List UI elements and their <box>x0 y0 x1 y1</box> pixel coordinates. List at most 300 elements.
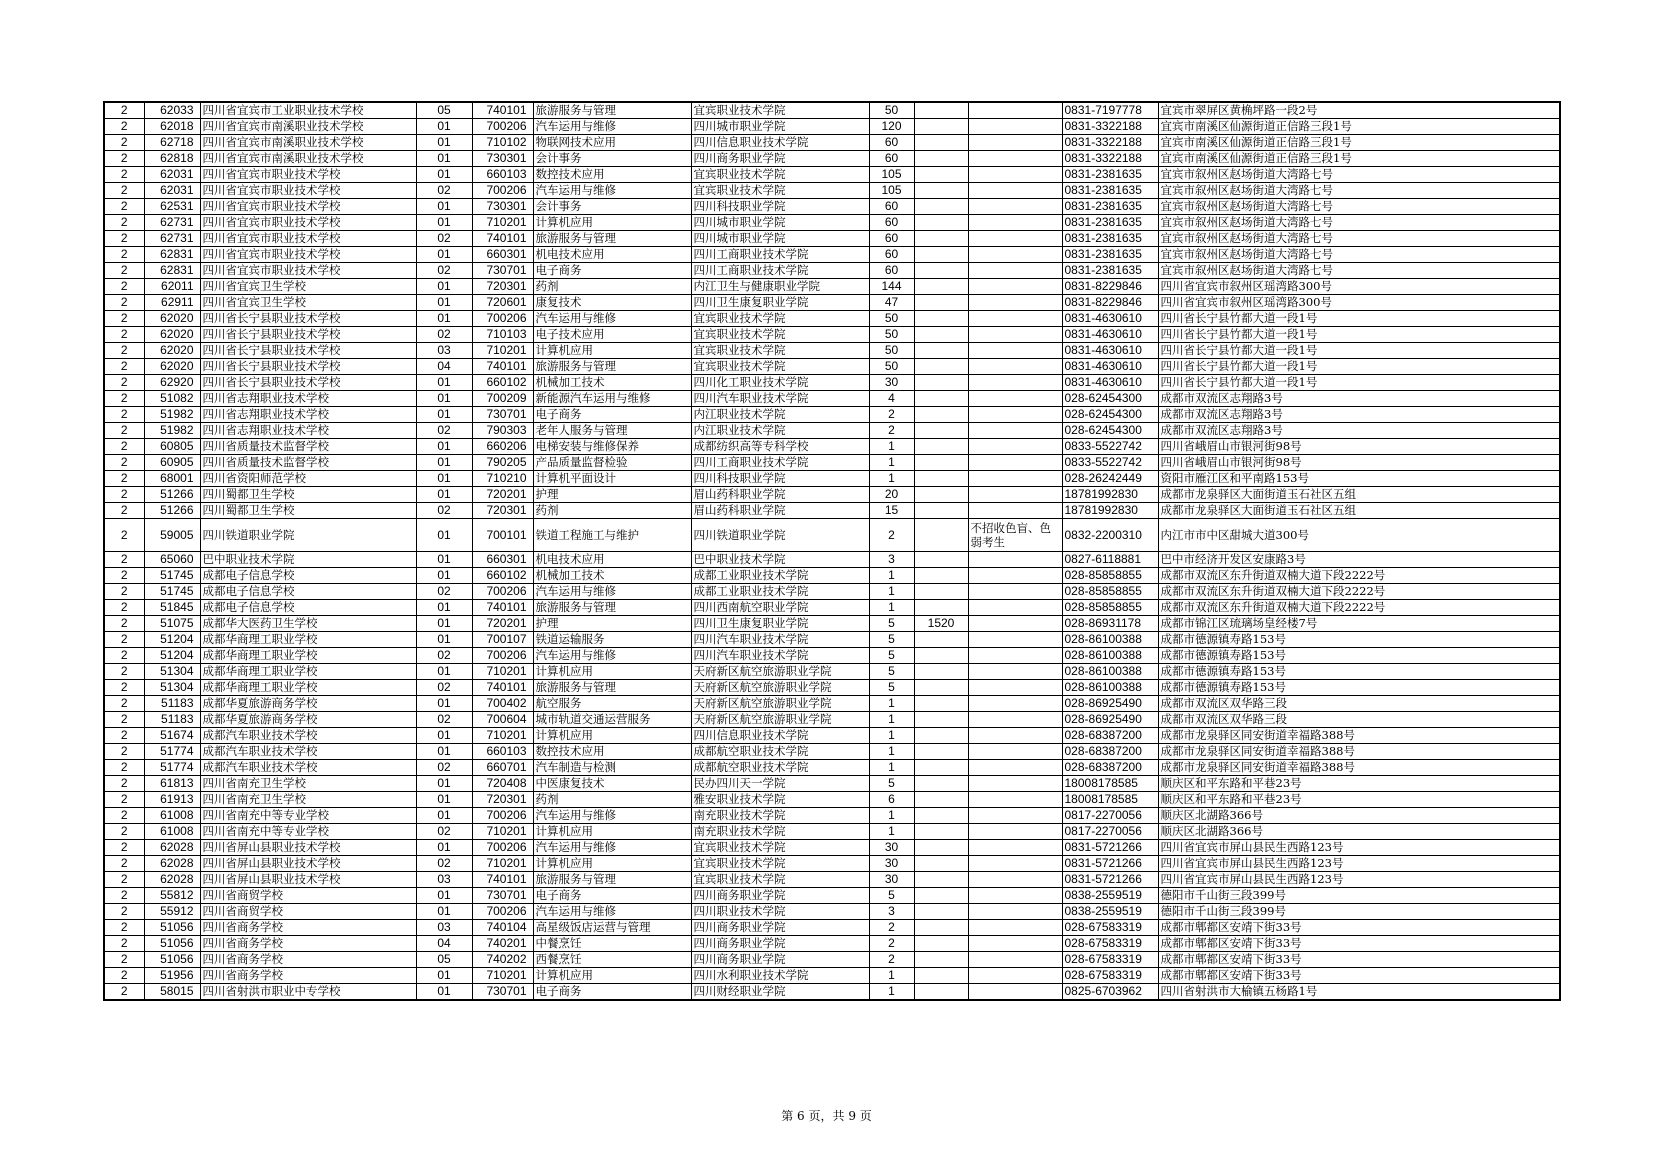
cell-address: 成都市郫都区安靖下街33号 <box>1158 952 1560 968</box>
table-row <box>104 231 1560 247</box>
cell-address: 四川省宜宾市叙州区瑶湾路300号 <box>1158 295 1560 311</box>
cell-partner-college: 宜宾职业技术学院 <box>691 102 869 119</box>
cell-plan-count: 30 <box>869 375 914 391</box>
cell-phone: 028-67583319 <box>1062 952 1158 968</box>
cell-remark <box>968 920 1062 936</box>
table-row <box>104 311 1560 327</box>
table-row <box>104 984 1560 1001</box>
cell-fee <box>914 391 968 407</box>
cell-fee <box>914 519 968 552</box>
cell-phone: 0831-2381635 <box>1062 247 1158 263</box>
cell-plan-count: 1 <box>869 584 914 600</box>
cell-plan-count: 1 <box>869 760 914 776</box>
cell-batch: 2 <box>104 119 144 135</box>
cell-plan-count: 50 <box>869 311 914 327</box>
cell-address: 成都市龙泉驿区同安街道幸福路388号 <box>1158 760 1560 776</box>
table-row <box>104 712 1560 728</box>
cell-school-name: 成都华商理工职业学校 <box>200 680 416 696</box>
cell-plan-count: 2 <box>869 920 914 936</box>
cell-plan-count: 5 <box>869 632 914 648</box>
cell-major-code: 700209 <box>472 391 533 407</box>
cell-plan-count: 60 <box>869 199 914 215</box>
cell-partner-college: 南充职业技术学院 <box>691 824 869 840</box>
cell-major-code: 710201 <box>472 215 533 231</box>
cell-major-code: 660103 <box>472 744 533 760</box>
cell-address: 顺庆区北湖路366号 <box>1158 824 1560 840</box>
cell-school-code: 62831 <box>144 247 200 263</box>
cell-phone: 0831-5721266 <box>1062 872 1158 888</box>
cell-fee <box>914 343 968 359</box>
cell-major-code: 700107 <box>472 632 533 648</box>
cell-fee <box>914 471 968 487</box>
cell-major-name: 旅游服务与管理 <box>533 102 691 119</box>
cell-school-code: 65060 <box>144 552 200 568</box>
cell-phone: 0833-5522742 <box>1062 439 1158 455</box>
cell-school-code: 62011 <box>144 279 200 295</box>
cell-phone: 028-62454300 <box>1062 407 1158 423</box>
cell-batch: 2 <box>104 680 144 696</box>
cell-school-name: 成都华大医药卫生学校 <box>200 616 416 632</box>
cell-major-seq: 01 <box>416 808 472 824</box>
cell-partner-college: 成都纺织高等专科学校 <box>691 439 869 455</box>
cell-major-code: 720601 <box>472 295 533 311</box>
cell-batch: 2 <box>104 648 144 664</box>
cell-plan-count: 15 <box>869 503 914 519</box>
cell-phone: 0831-3322188 <box>1062 151 1158 167</box>
cell-batch: 2 <box>104 359 144 375</box>
cell-phone: 0831-5721266 <box>1062 840 1158 856</box>
cell-school-code: 61008 <box>144 808 200 824</box>
cell-fee <box>914 824 968 840</box>
cell-fee <box>914 856 968 872</box>
cell-major-name: 西餐烹饪 <box>533 952 691 968</box>
cell-batch: 2 <box>104 439 144 455</box>
cell-plan-count: 50 <box>869 359 914 375</box>
cell-batch: 2 <box>104 471 144 487</box>
cell-partner-college: 四川化工职业技术学院 <box>691 375 869 391</box>
cell-major-seq: 01 <box>416 984 472 1001</box>
cell-fee <box>914 183 968 199</box>
cell-plan-count: 1 <box>869 696 914 712</box>
cell-school-name: 四川省商务学校 <box>200 968 416 984</box>
cell-address: 成都市德源镇寿路153号 <box>1158 664 1560 680</box>
cell-school-name: 四川省宜宾市职业技术学校 <box>200 199 416 215</box>
cell-remark <box>968 632 1062 648</box>
cell-partner-college: 四川城市职业学院 <box>691 119 869 135</box>
cell-remark <box>968 455 1062 471</box>
cell-fee <box>914 487 968 503</box>
cell-major-name: 汽车运用与维修 <box>533 584 691 600</box>
cell-major-code: 700402 <box>472 696 533 712</box>
cell-major-seq: 01 <box>416 455 472 471</box>
cell-partner-college: 眉山药科职业学院 <box>691 503 869 519</box>
cell-major-name: 计算机应用 <box>533 215 691 231</box>
cell-remark <box>968 824 1062 840</box>
cell-address: 内江市市中区甜城大道300号 <box>1158 519 1560 552</box>
cell-remark <box>968 840 1062 856</box>
table-row <box>104 519 1560 552</box>
cell-batch: 2 <box>104 295 144 311</box>
cell-phone: 0817-2270056 <box>1062 808 1158 824</box>
cell-batch: 2 <box>104 391 144 407</box>
cell-major-name: 电子商务 <box>533 984 691 1001</box>
cell-school-code: 62018 <box>144 119 200 135</box>
table-row <box>104 247 1560 263</box>
cell-major-code: 720408 <box>472 776 533 792</box>
cell-address: 宜宾市叙州区赵场街道大湾路七号 <box>1158 263 1560 279</box>
cell-batch: 2 <box>104 279 144 295</box>
cell-fee <box>914 888 968 904</box>
cell-school-name: 巴中职业技术学院 <box>200 552 416 568</box>
cell-major-name: 数控技术应用 <box>533 167 691 183</box>
cell-partner-college: 四川水利职业技术学院 <box>691 968 869 984</box>
cell-major-seq: 01 <box>416 311 472 327</box>
cell-partner-college: 四川商务职业学院 <box>691 936 869 952</box>
cell-school-name: 四川省南充中等专业学校 <box>200 824 416 840</box>
cell-partner-college: 四川工商职业技术学院 <box>691 263 869 279</box>
cell-fee <box>914 744 968 760</box>
cell-remark <box>968 375 1062 391</box>
cell-major-code: 660102 <box>472 568 533 584</box>
cell-major-name: 护理 <box>533 616 691 632</box>
cell-school-code: 51774 <box>144 744 200 760</box>
table-row <box>104 648 1560 664</box>
cell-phone: 028-85858855 <box>1062 600 1158 616</box>
table-row <box>104 936 1560 952</box>
cell-plan-count: 2 <box>869 519 914 552</box>
cell-school-name: 四川省商务学校 <box>200 936 416 952</box>
cell-major-seq: 01 <box>416 552 472 568</box>
cell-plan-count: 47 <box>869 295 914 311</box>
cell-phone: 028-86100388 <box>1062 664 1158 680</box>
table-row <box>104 199 1560 215</box>
cell-partner-college: 天府新区航空旅游职业学院 <box>691 680 869 696</box>
cell-fee <box>914 102 968 119</box>
table-row <box>104 151 1560 167</box>
cell-major-seq: 01 <box>416 215 472 231</box>
cell-major-seq: 01 <box>416 439 472 455</box>
cell-school-code: 51304 <box>144 664 200 680</box>
cell-major-name: 数控技术应用 <box>533 744 691 760</box>
cell-major-name: 机械加工技术 <box>533 375 691 391</box>
cell-remark <box>968 936 1062 952</box>
cell-fee <box>914 119 968 135</box>
cell-plan-count: 60 <box>869 135 914 151</box>
cell-batch: 2 <box>104 519 144 552</box>
cell-major-code: 700206 <box>472 183 533 199</box>
cell-remark <box>968 616 1062 632</box>
cell-major-code: 730701 <box>472 984 533 1001</box>
cell-batch: 2 <box>104 904 144 920</box>
cell-batch: 2 <box>104 984 144 1001</box>
cell-partner-college: 宜宾职业技术学院 <box>691 343 869 359</box>
cell-address: 宜宾市叙州区赵场街道大湾路七号 <box>1158 247 1560 263</box>
cell-major-name: 产品质量监督检验 <box>533 455 691 471</box>
cell-school-code: 51082 <box>144 391 200 407</box>
cell-remark <box>968 215 1062 231</box>
cell-major-code: 740104 <box>472 920 533 936</box>
cell-address: 成都市德源镇寿路153号 <box>1158 680 1560 696</box>
cell-fee <box>914 568 968 584</box>
cell-fee <box>914 648 968 664</box>
cell-remark <box>968 728 1062 744</box>
cell-major-seq: 01 <box>416 568 472 584</box>
cell-school-name: 四川省宜宾市职业技术学校 <box>200 263 416 279</box>
cell-school-code: 60805 <box>144 439 200 455</box>
cell-major-code: 660102 <box>472 375 533 391</box>
cell-school-code: 62028 <box>144 856 200 872</box>
cell-school-name: 四川省宜宾市工业职业技术学校 <box>200 102 416 119</box>
cell-phone: 028-85858855 <box>1062 568 1158 584</box>
cell-batch: 2 <box>104 455 144 471</box>
table-row <box>104 295 1560 311</box>
cell-major-code: 790205 <box>472 455 533 471</box>
cell-fee <box>914 439 968 455</box>
cell-fee <box>914 632 968 648</box>
cell-major-seq: 02 <box>416 183 472 199</box>
cell-school-code: 51183 <box>144 712 200 728</box>
table-row <box>104 728 1560 744</box>
cell-batch: 2 <box>104 199 144 215</box>
cell-batch: 2 <box>104 952 144 968</box>
cell-school-code: 61008 <box>144 824 200 840</box>
cell-major-name: 汽车运用与维修 <box>533 183 691 199</box>
cell-major-code: 740101 <box>472 359 533 375</box>
cell-major-code: 700206 <box>472 808 533 824</box>
cell-major-code: 660206 <box>472 439 533 455</box>
cell-phone: 18008178585 <box>1062 792 1158 808</box>
cell-address: 宜宾市翠屏区黄桷坪路一段2号 <box>1158 102 1560 119</box>
cell-phone: 028-67583319 <box>1062 920 1158 936</box>
cell-address: 四川省长宁县竹都大道一段1号 <box>1158 375 1560 391</box>
cell-major-name: 电子商务 <box>533 263 691 279</box>
cell-major-code: 740201 <box>472 936 533 952</box>
cell-school-name: 四川省长宁县职业技术学校 <box>200 327 416 343</box>
cell-fee <box>914 728 968 744</box>
cell-major-seq: 01 <box>416 151 472 167</box>
cell-school-name: 四川省商务学校 <box>200 952 416 968</box>
table-row <box>104 632 1560 648</box>
cell-school-code: 68001 <box>144 471 200 487</box>
cell-fee <box>914 327 968 343</box>
cell-major-code: 700604 <box>472 712 533 728</box>
cell-address: 成都市德源镇寿路153号 <box>1158 632 1560 648</box>
cell-major-code: 740101 <box>472 680 533 696</box>
cell-major-seq: 01 <box>416 888 472 904</box>
cell-school-code: 62831 <box>144 263 200 279</box>
cell-fee <box>914 600 968 616</box>
cell-phone: 0833-5522742 <box>1062 455 1158 471</box>
cell-plan-count: 1 <box>869 455 914 471</box>
cell-batch: 2 <box>104 423 144 439</box>
cell-school-name: 四川省射洪市职业中专学校 <box>200 984 416 1001</box>
cell-major-seq: 01 <box>416 632 472 648</box>
cell-major-seq: 01 <box>416 167 472 183</box>
cell-address: 成都市双流区东升街道双楠大道下段2222号 <box>1158 568 1560 584</box>
cell-plan-count: 60 <box>869 263 914 279</box>
table-row <box>104 600 1560 616</box>
table-row <box>104 696 1560 712</box>
cell-major-name: 汽车运用与维修 <box>533 648 691 664</box>
cell-partner-college: 南充职业技术学院 <box>691 808 869 824</box>
cell-major-seq: 02 <box>416 680 472 696</box>
table-row <box>104 487 1560 503</box>
cell-major-name: 铁道运输服务 <box>533 632 691 648</box>
cell-address: 成都市郫都区安靖下街33号 <box>1158 936 1560 952</box>
cell-remark <box>968 391 1062 407</box>
cell-plan-count: 2 <box>869 423 914 439</box>
cell-school-name: 成都汽车职业技术学校 <box>200 728 416 744</box>
cell-major-seq: 04 <box>416 359 472 375</box>
cell-plan-count: 2 <box>869 952 914 968</box>
cell-batch: 2 <box>104 231 144 247</box>
cell-major-name: 计算机应用 <box>533 664 691 680</box>
cell-partner-college: 宜宾职业技术学院 <box>691 856 869 872</box>
cell-major-seq: 02 <box>416 503 472 519</box>
cell-school-name: 四川省宜宾市南溪职业技术学校 <box>200 135 416 151</box>
cell-major-seq: 01 <box>416 247 472 263</box>
cell-batch: 2 <box>104 167 144 183</box>
cell-major-seq: 01 <box>416 279 472 295</box>
cell-address: 宜宾市叙州区赵场街道大湾路七号 <box>1158 167 1560 183</box>
cell-major-name: 新能源汽车运用与维修 <box>533 391 691 407</box>
cell-phone: 0827-6118881 <box>1062 552 1158 568</box>
cell-address: 宜宾市叙州区赵场街道大湾路七号 <box>1158 231 1560 247</box>
cell-phone: 0831-3322188 <box>1062 135 1158 151</box>
cell-remark <box>968 744 1062 760</box>
cell-school-name: 四川省宜宾市职业技术学校 <box>200 167 416 183</box>
cell-fee <box>914 231 968 247</box>
cell-fee <box>914 968 968 984</box>
cell-remark <box>968 247 1062 263</box>
cell-school-code: 51204 <box>144 648 200 664</box>
cell-major-code: 700206 <box>472 648 533 664</box>
cell-major-code: 660701 <box>472 760 533 776</box>
cell-phone: 0831-2381635 <box>1062 167 1158 183</box>
cell-school-code: 51183 <box>144 696 200 712</box>
cell-major-name: 老年人服务与管理 <box>533 423 691 439</box>
cell-address: 顺庆区北湖路366号 <box>1158 808 1560 824</box>
cell-plan-count: 30 <box>869 840 914 856</box>
cell-batch: 2 <box>104 135 144 151</box>
cell-phone: 0838-2559519 <box>1062 888 1158 904</box>
cell-school-name: 四川省长宁县职业技术学校 <box>200 343 416 359</box>
cell-major-name: 会计事务 <box>533 151 691 167</box>
cell-address: 宜宾市南溪区仙源街道正信路三段1号 <box>1158 135 1560 151</box>
cell-major-name: 护理 <box>533 487 691 503</box>
cell-partner-college: 四川商务职业学院 <box>691 920 869 936</box>
cell-plan-count: 5 <box>869 888 914 904</box>
cell-major-seq: 03 <box>416 920 472 936</box>
cell-major-code: 700101 <box>472 519 533 552</box>
cell-batch: 2 <box>104 808 144 824</box>
cell-plan-count: 50 <box>869 327 914 343</box>
cell-partner-college: 四川科技职业学院 <box>691 199 869 215</box>
cell-batch: 2 <box>104 247 144 263</box>
cell-address: 成都市郫都区安靖下街33号 <box>1158 920 1560 936</box>
cell-school-code: 62033 <box>144 102 200 119</box>
cell-plan-count: 60 <box>869 215 914 231</box>
cell-partner-college: 宜宾职业技术学院 <box>691 327 869 343</box>
cell-address: 四川省长宁县竹都大道一段1号 <box>1158 327 1560 343</box>
cell-major-code: 700206 <box>472 584 533 600</box>
table-row <box>104 760 1560 776</box>
table-row <box>104 792 1560 808</box>
cell-school-code: 51266 <box>144 503 200 519</box>
cell-batch: 2 <box>104 568 144 584</box>
cell-school-name: 四川省宜宾市职业技术学校 <box>200 183 416 199</box>
cell-major-seq: 01 <box>416 776 472 792</box>
cell-plan-count: 1 <box>869 471 914 487</box>
cell-plan-count: 20 <box>869 487 914 503</box>
cell-batch: 2 <box>104 888 144 904</box>
cell-major-name: 旅游服务与管理 <box>533 872 691 888</box>
cell-remark <box>968 712 1062 728</box>
cell-partner-college: 宜宾职业技术学院 <box>691 359 869 375</box>
cell-major-name: 电子商务 <box>533 888 691 904</box>
cell-school-name: 成都华夏旅游商务学校 <box>200 712 416 728</box>
cell-school-code: 62020 <box>144 343 200 359</box>
table-row <box>104 920 1560 936</box>
cell-partner-college: 四川城市职业学院 <box>691 215 869 231</box>
cell-batch: 2 <box>104 872 144 888</box>
cell-major-seq: 02 <box>416 423 472 439</box>
cell-major-code: 700206 <box>472 840 533 856</box>
cell-partner-college: 四川工商职业技术学院 <box>691 247 869 263</box>
cell-major-seq: 02 <box>416 824 472 840</box>
cell-remark <box>968 471 1062 487</box>
cell-school-code: 59005 <box>144 519 200 552</box>
cell-partner-college: 内江卫生与健康职业学院 <box>691 279 869 295</box>
cell-major-name: 计算机平面设计 <box>533 471 691 487</box>
cell-major-seq: 02 <box>416 712 472 728</box>
cell-school-name: 四川省商务学校 <box>200 920 416 936</box>
table-row <box>104 840 1560 856</box>
cell-partner-college: 巴中职业技术学院 <box>691 552 869 568</box>
cell-major-seq: 01 <box>416 391 472 407</box>
cell-address: 成都市双流区志翔路3号 <box>1158 407 1560 423</box>
cell-major-seq: 01 <box>416 968 472 984</box>
cell-school-code: 58015 <box>144 984 200 1001</box>
cell-phone: 0831-8229846 <box>1062 279 1158 295</box>
cell-major-seq: 01 <box>416 375 472 391</box>
table-row <box>104 455 1560 471</box>
cell-major-seq: 01 <box>416 519 472 552</box>
cell-major-seq: 02 <box>416 856 472 872</box>
cell-fee <box>914 199 968 215</box>
cell-batch: 2 <box>104 856 144 872</box>
cell-plan-count: 5 <box>869 664 914 680</box>
cell-remark <box>968 151 1062 167</box>
cell-phone: 028-86100388 <box>1062 648 1158 664</box>
cell-phone: 028-62454300 <box>1062 423 1158 439</box>
cell-major-seq: 01 <box>416 487 472 503</box>
cell-plan-count: 5 <box>869 776 914 792</box>
cell-major-name: 物联网技术应用 <box>533 135 691 151</box>
cell-partner-college: 四川财经职业学院 <box>691 984 869 1001</box>
cell-address: 顺庆区和平东路和平巷23号 <box>1158 792 1560 808</box>
cell-school-name: 四川省宜宾市南溪职业技术学校 <box>200 119 416 135</box>
cell-school-name: 四川省屏山县职业技术学校 <box>200 840 416 856</box>
table-row <box>104 824 1560 840</box>
cell-remark <box>968 327 1062 343</box>
cell-phone: 028-62454300 <box>1062 391 1158 407</box>
cell-major-code: 710102 <box>472 135 533 151</box>
cell-school-code: 62020 <box>144 359 200 375</box>
cell-school-name: 四川省宜宾市职业技术学校 <box>200 247 416 263</box>
cell-major-code: 710201 <box>472 856 533 872</box>
cell-fee <box>914 936 968 952</box>
